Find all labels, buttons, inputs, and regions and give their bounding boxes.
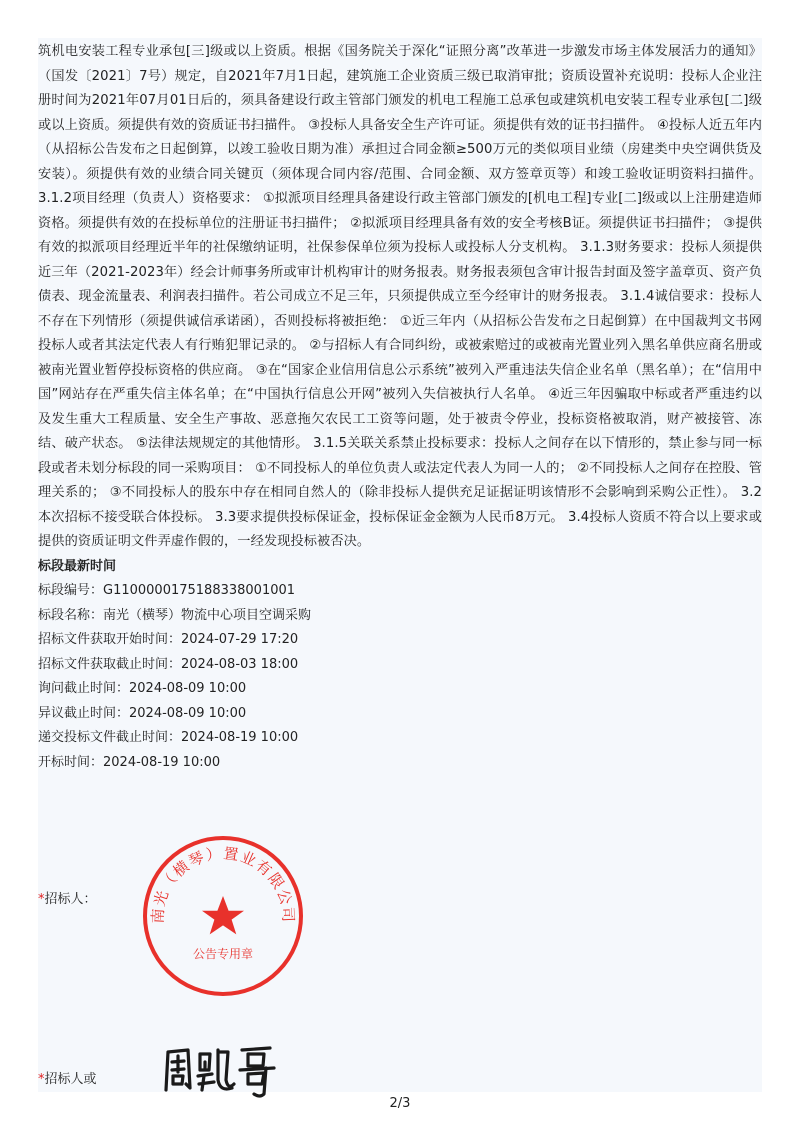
section-row-doc-start: 招标文件获取开始时间：2024-07-29 17:20 (38, 632, 299, 647)
document-page (38, 38, 762, 1092)
required-mark-agent: * (38, 1072, 45, 1087)
handwritten-signature (160, 1040, 280, 1098)
seal-caption: 公告专用章 (192, 947, 254, 961)
body-paragraph: 筑机电安装工程专业承包[三]级或以上资质。根据《国务院关于深化“证照分离”改革进一步激发市场主体发展活力的通知》（国发〔2021〕7号）规定，自2021年7月1日起，建筑施工企业资质三级已取消审批；资质设置补充说明：投标人企业注册时间为2021年07月01日后的，须具备建设行政主管部门颁发的机电工程施工总承包或建筑机电安装工程专业承包[二]级或以上资质。须提供有效的资质证书扫描件。 ③投标人具备安全生产许可证。须提供有效的证书扫描件。 ④投标人近五年内（从招标公告发布之日起倒算，以竣工验收日期为准）承担过合同金额≥500万元的类似项目业绩（房建类中央空调供货及安装）。须提供有效的业绩合同关键页（须体现合同内容/范围、合同金额、双方签章页等）和竣工验收证明资料扫描件。 3.1.2项目经理（负责人）资格要求： ①拟派项目经理具备建设行政主管部门颁发的[机电工程]专业[二]级或以上注册建造师资格。须提供有效的在投标单位的注册证书扫描件； ②拟派项目经理具备有效的安全考核B证。须提供证书扫描件； ③提供有效的拟派项目经理近半年的社保缴纳证明，社保参保单位须为投标人或投标人分支机构。 3.1.3财务要求：投标人须提供近三年（2021-2023年）经会计师事务所或审计机构审计的财务报表。财务报表须包含审计报告封面及签字盖章页、资产负债表、现金流量表、利润表扫描件。若公司成立不足三年，只须提供成立至今经审计的财务报表。 3.1.4诚信要求：投标人不存在下列情形（须提供诚信承诺函），否则投标将被拒绝： ①近三年内（从招标公告发布之日起倒算）在中国裁判文书网投标人或者其法定代表人有行贿犯罪记录的。 ②与招标人有合同纠纷，或被索赔过的或被南光置业列入黑名单供应商名册或被南光置业暂停投标资格的供应商。 ③在“国家企业信用信息公示系统”被列入严重违法失信企业名单（黑名单）；在“信用中国”网站存在严重失信主体名单；在“中国执行信息公开网”被列入失信被执行人名单。 ④近三年因骗取中标或者严重违约以及发生重大工程质量、安全生产事故、恶意拖欠农民工工资等问题，处于被责令停业，投标资格被取消，财产被接管、冻结、破产状态。 ⑤法律法规规定的其他情形。 3.1.5关联关系禁止投标要求：投标人之间存在以下情形的，禁止参与同一标段或者未划分标段的同一采购项目： ①不同投标人的单位负责人或法定代表人为同一人的； ②不同投标人之间存在控股、管理关系的； ③不同投标人的股东中存在相同自然人的（除非投标人提供充足证据证明该情形不会影响到采购公正性）。 3.2本次招标不接受联合体投标。 3.3要求提供投标保证金，投标保证金金额为人民币8万元。 3.4投标人资质不符合以上要求或提供的资质证明文件弄虚作假的，一经发现投标被否决。 (38, 44, 762, 549)
seal-star-icon (202, 896, 244, 934)
section-row-inquiry-deadline: 询问截止时间：2024-08-09 10:00 (38, 681, 247, 696)
section-row-objection-deadline: 异议截止时间：2024-08-09 10:00 (38, 705, 247, 721)
agent-label: *招标人或 (38, 1072, 97, 1087)
section-title: 标段最新时间 (38, 558, 117, 574)
tenderer-label: *招标人： (38, 892, 97, 907)
seal-company-text: 南光（横琴）置业有限公司 (148, 844, 298, 925)
page-number: 2/3 (389, 1096, 411, 1111)
company-seal (141, 834, 305, 998)
section-row-bid-deadline: 递交投标文件截止时间：2024-08-19 10:00 (38, 730, 299, 745)
required-mark: * (38, 892, 45, 907)
section-row-opening-time: 开标时间：2024-08-19 10:00 (38, 754, 221, 770)
section-row-doc-end: 招标文件获取截止时间：2024-08-03 18:00 (38, 656, 299, 672)
section-row-lot-name: 标段名称：南光（横琴）物流中心项目空调采购 (38, 607, 312, 623)
section-row-lot-number: 标段编号：G1100000175188338001001 (38, 583, 296, 598)
